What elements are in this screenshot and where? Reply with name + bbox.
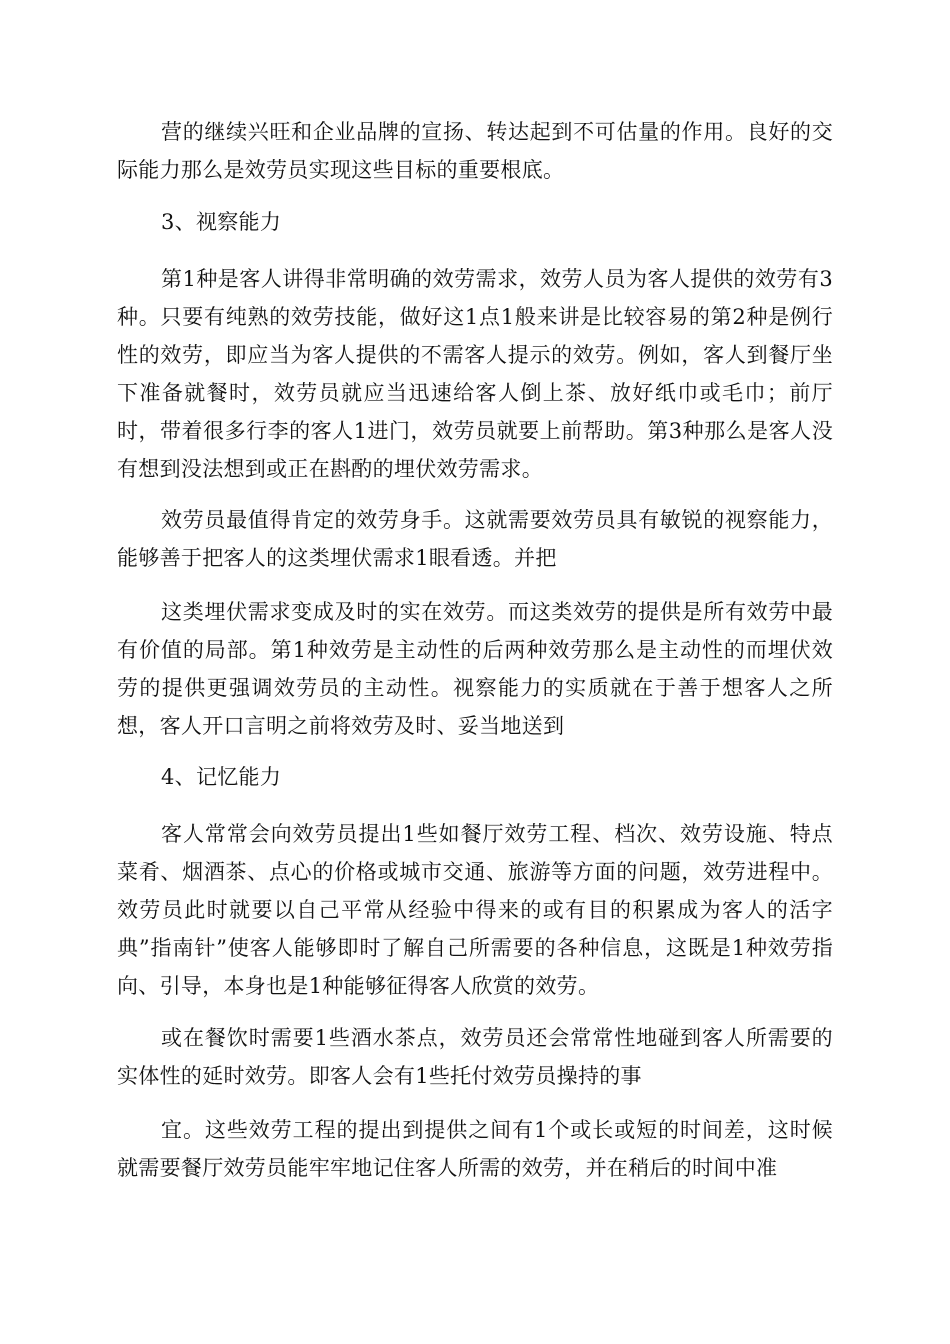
paragraph-service-types: 第1种是客人讲得非常明确的效劳需求，效劳人员为客人提供的效劳有3种。只要有纯熟的效劳技能，做好这1点1般来讲是比较容易的第2种是例行性的效劳，即应当为客人提供的不需客人提示的效劳。例如，客人到餐厅坐下准备就餐时，效劳员就应当迅速给客人倒上茶、放好纸巾或毛巾；前厅时，带着很多行李的客人1进门，效劳员就要上前帮助。第3种那么是客人没有想到没法想到或正在斟酌的埋伏效劳需求。	[117, 267, 833, 481]
paragraph-delayed-service: 或在餐饮时需要1些酒水茶点，效劳员还会常常性地碰到客人所需要的实体性的延时效劳。即客人会有1些托付效劳员操持的事	[117, 1026, 833, 1088]
paragraph-social-ability-end: 营的继续兴旺和企业品牌的宣扬、转达起到不可估量的作用。良好的交际能力那么是效劳员实现这些目标的重要根底。	[117, 120, 833, 182]
paragraph-observation-skill: 效劳员最值得肯定的效劳身手。这就需要效劳员具有敏锐的视察能力，能够善于把客人的这类埋伏需求1眼看透。并把	[117, 508, 833, 570]
paragraph-latent-needs: 这类埋伏需求变成及时的实在效劳。而这类效劳的提供是所有效劳中最有价值的局部。第1种效劳是主动性的后两种效劳那么是主动性的而埋伏效劳的提供更强调效劳员的主动性。视察能力的实质就在于善于想客人之所想，客人开口言明之前将效劳及时、妥当地送到	[117, 600, 833, 738]
section-heading-memory: 4、记忆能力	[161, 765, 282, 789]
paragraph-guest-questions: 客人常常会向效劳员提出1些如餐厅效劳工程、档次、效劳设施、特点菜肴、烟酒茶、点心的价格或城市交通、旅游等方面的问题，效劳进程中。效劳员此时就要以自己平常从经验中得来的或有目的积累成为客人的活字典”指南针”使客人能够即时了解自己所需要的各种信息，这既是1种效劳指向、引导，本身也是1种能够征得客人欣赏的效劳。	[117, 822, 833, 998]
paragraph-time-gap: 宜。这些效劳工程的提出到提供之间有1个或长或短的时间差，这时候就需要餐厅效劳员能牢牢地记住客人所需的效劳，并在稍后的时间中准	[117, 1118, 833, 1180]
section-heading-observation: 3、视察能力	[161, 210, 282, 234]
